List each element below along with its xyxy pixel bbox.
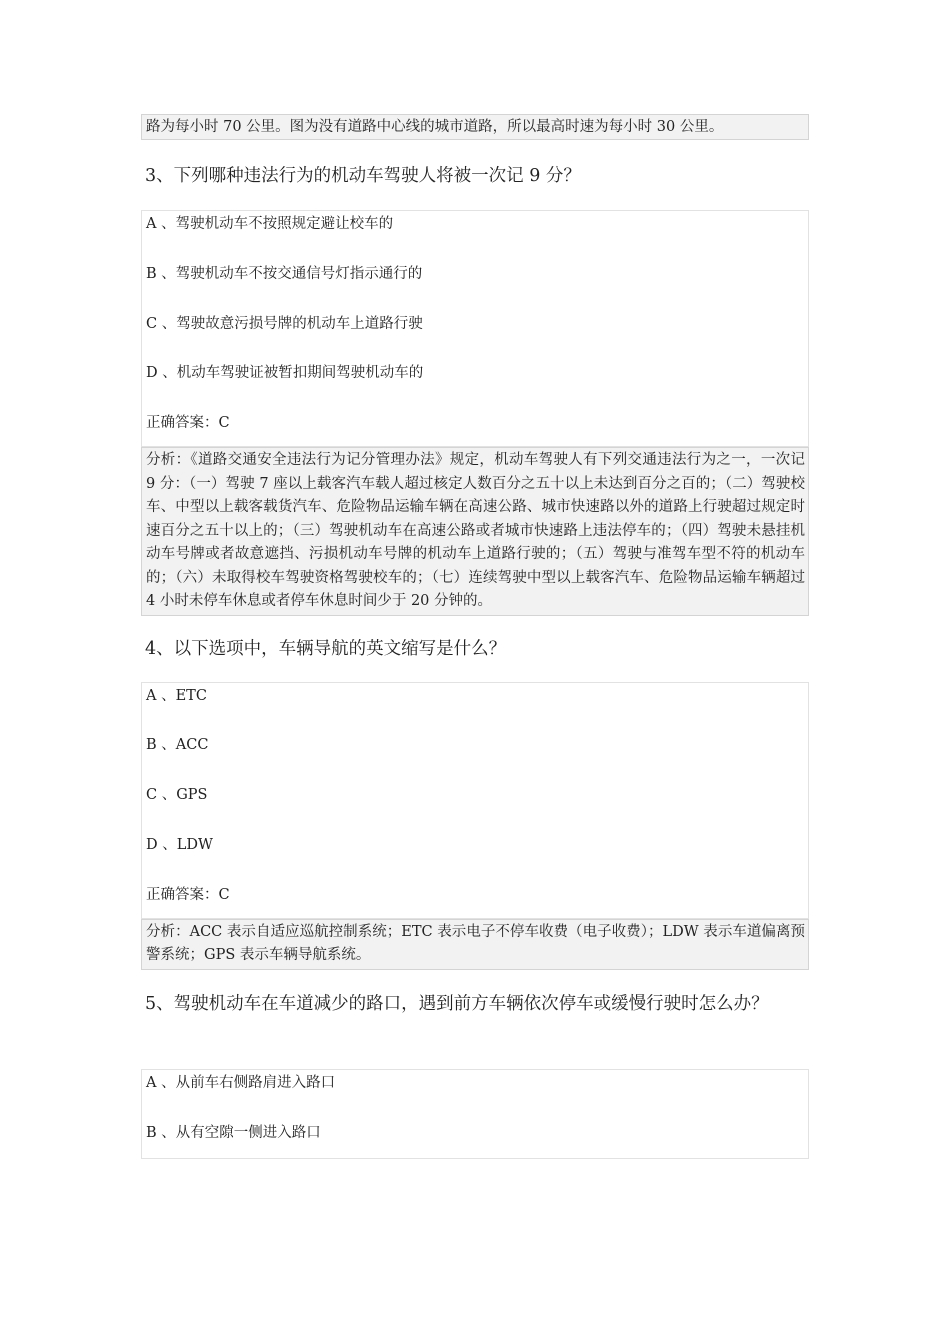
- option-a[interactable]: A 、从前车右侧路肩进入路口: [146, 1074, 336, 1091]
- option-b[interactable]: B 、ACC: [146, 737, 209, 754]
- question-title: 4、以下选项中，车辆导航的英文缩写是什么？: [145, 638, 507, 659]
- options-box: [141, 1069, 809, 1159]
- option-b[interactable]: B 、从有空隙一侧进入路口: [146, 1124, 321, 1141]
- option-a[interactable]: A 、驾驶机动车不按照规定避让校车的: [146, 216, 394, 232]
- option-a[interactable]: A 、ETC: [146, 687, 207, 704]
- analysis-box: 分析：ACC 表示自适应巡航控制系统；ETC 表示电子不停车收费（电子收费）；LDW 表示车道偏离预警系统；GPS 表示车辆导航系统。: [141, 919, 809, 970]
- correct-answer: 正确答案：C: [146, 886, 230, 903]
- option-c[interactable]: C 、驾驶故意污损号牌的机动车上道路行驶: [146, 315, 423, 332]
- option-c[interactable]: C 、GPS: [146, 787, 208, 804]
- options-box: [141, 210, 809, 447]
- option-d[interactable]: D 、机动车驾驶证被暂扣期间驾驶机动车的: [146, 365, 424, 382]
- document-page: [141, 114, 809, 1159]
- options-box: [141, 682, 809, 919]
- option-d[interactable]: D 、LDW: [146, 837, 213, 854]
- correct-answer: 正确答案：C: [146, 415, 230, 432]
- option-b[interactable]: B 、驾驶机动车不按交通信号灯指示通行的: [146, 265, 423, 282]
- question-title: 5、驾驶机动车在车道减少的路口，遇到前方车辆依次停车或缓慢行驶时怎么办？: [145, 993, 769, 1014]
- question-title: 3、下列哪种违法行为的机动车驾驶人将被一次记 9 分？: [145, 166, 581, 186]
- analysis-box: 路为每小时 70 公里。图为没有道路中心线的城市道路，所以最高时速为每小时 30 公里。: [141, 114, 809, 140]
- analysis-box: 分析：《道路交通安全违法行为记分管理办法》规定，机动车驾驶人有下列交通违法行为之一，一次记 9 分：（一）驾驶 7 座以上载客汽车载人超过核定人数百分之五十以上未达到百分之百的；（二）驾驶校车、中型以上载客载货汽车、危险物品运输车辆在高速公路、城市快速路以外的道路上行驶超过规定时速百分之五十以上的；（三）驾驶机动车在高速公路或者城市快速路上违法停车的；（四）驾驶未悬挂机动车号牌或者故意遮挡、污损机动车号牌的机动车上道路行驶的；（五）驾驶与准驾车型不符的机动车的；（六）未取得校车驾驶资格驾驶校车的；（七）连续驾驶中型以上载客汽车、危险物品运输车辆超过 4 小时未停车休息或者停车休息时间少于 20 分钟的。: [141, 447, 809, 616]
